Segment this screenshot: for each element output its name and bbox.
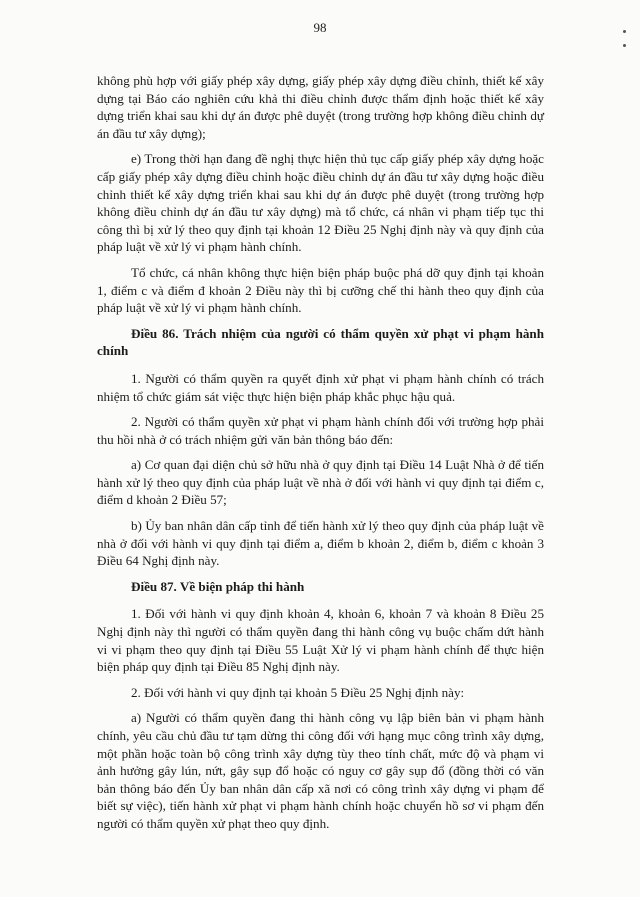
paragraph: b) Ủy ban nhân dân cấp tỉnh để tiến hành xử lý theo quy định của pháp luật về nhà ở đối với hành vi quy định tại điểm a, điểm b khoản 2, điểm b, điểm c khoản 3 Điều 64 Nghị định này. xyxy=(97,518,544,569)
paragraph: 2. Người có thẩm quyền xử phạt vi phạm hành chính đối với trường hợp phải thu hồi nhà ở có trách nhiệm gửi văn bản thông báo đến: xyxy=(97,414,544,447)
paragraph: 2. Đối với hành vi quy định tại khoản 5 Điều 25 Nghị định này: xyxy=(131,684,465,700)
margin-dot-icon xyxy=(623,44,626,47)
article-heading: Điều 87. Về biện pháp thi hành xyxy=(131,578,305,594)
margin-dot-icon xyxy=(623,30,626,33)
article-heading: Điều 86. Trách nhiệm của người có thẩm quyền xử phạt vi phạm hành chính xyxy=(97,325,544,359)
document-body xyxy=(97,72,544,841)
paragraph: 1. Người có thẩm quyền ra quyết định xử phạt vi phạm hành chính có trách nhiệm tổ chức giám sát việc thực hiện biện pháp khắc phục hậu quả. xyxy=(97,370,544,404)
paragraph: không phù hợp với giấy phép xây dựng, giấy phép xây dựng điều chỉnh, thiết kế xây dựng tại Báo cáo nghiên cứu khả thi điều chỉnh được thẩm định hoặc thiết kế xây dựng triển khai sau khi dự án được phê duyệt (trong trường hợp không điều chỉnh dự án đầu tư xây dựng); xyxy=(97,73,544,141)
page-number: 98 xyxy=(313,20,327,35)
paragraph: e) Trong thời hạn đang đề nghị thực hiện thủ tục cấp giấy phép xây dựng hoặc cấp giấy phép xây dựng điều chỉnh hoặc điều chỉnh dự án đầu tư xây dựng hoặc điều chỉnh thiết kế xây dựng triển khai sau khi dự án được phê duyệt (trong trường hợp không điều chỉnh dự án đầu tư xây dựng) mà tổ chức, cá nhân vi phạm tiếp tục thi công thì bị xử lý theo quy định tại khoản 12 Điều 25 Nghị định này và quy định của pháp luật về xử lý vi phạm hành chính. xyxy=(97,151,544,255)
paragraph: a) Người có thẩm quyền đang thi hành công vụ lập biên bản vi phạm hành chính, yêu cầu chủ đầu tư tạm dừng thi công đối với hạng mục công trình xây dựng, một phần hoặc toàn bộ công trình xây dựng tùy theo tính chất, mức độ và phạm vi ảnh hưởng gây lún, nứt, gây sụp đổ hoặc có nguy cơ gây sụp đổ (đồng thời có văn bản thông báo đến Ủy ban nhân dân cấp xã nơi có công trình xây dựng vi phạm để biết sự việc), tiến hành xử phạt vi phạm hành chính hoặc chuyển hồ sơ vi phạm đến người có thẩm quyền xử phạt theo quy định. xyxy=(97,710,544,831)
paragraph: Tổ chức, cá nhân không thực hiện biện pháp buộc phá dỡ quy định tại khoản 1, điểm c và điểm đ khoản 2 Điều này thì bị cưỡng chế thi hành theo quy định của pháp luật về xử lý vi phạm hành chính. xyxy=(97,264,544,316)
paragraph: 1. Đối với hành vi quy định khoản 4, khoản 6, khoản 7 và khoản 8 Điều 25 Nghị định này thì người có thẩm quyền đang thi hành công vụ buộc chấm dứt hành vi vi phạm theo quy định tại Điều 55 Luật Xử lý vi phạm hành chính để thực hiện biện pháp quy định tại Điều 85 Nghị định này. xyxy=(97,606,544,675)
paragraph: a) Cơ quan đại diện chủ sở hữu nhà ở quy định tại Điều 14 Luật Nhà ở để tiến hành xử lý theo quy định của pháp luật về nhà ở đối với hành vi quy định tại điểm c, điểm d khoản 2 Điều 57; xyxy=(97,457,544,508)
